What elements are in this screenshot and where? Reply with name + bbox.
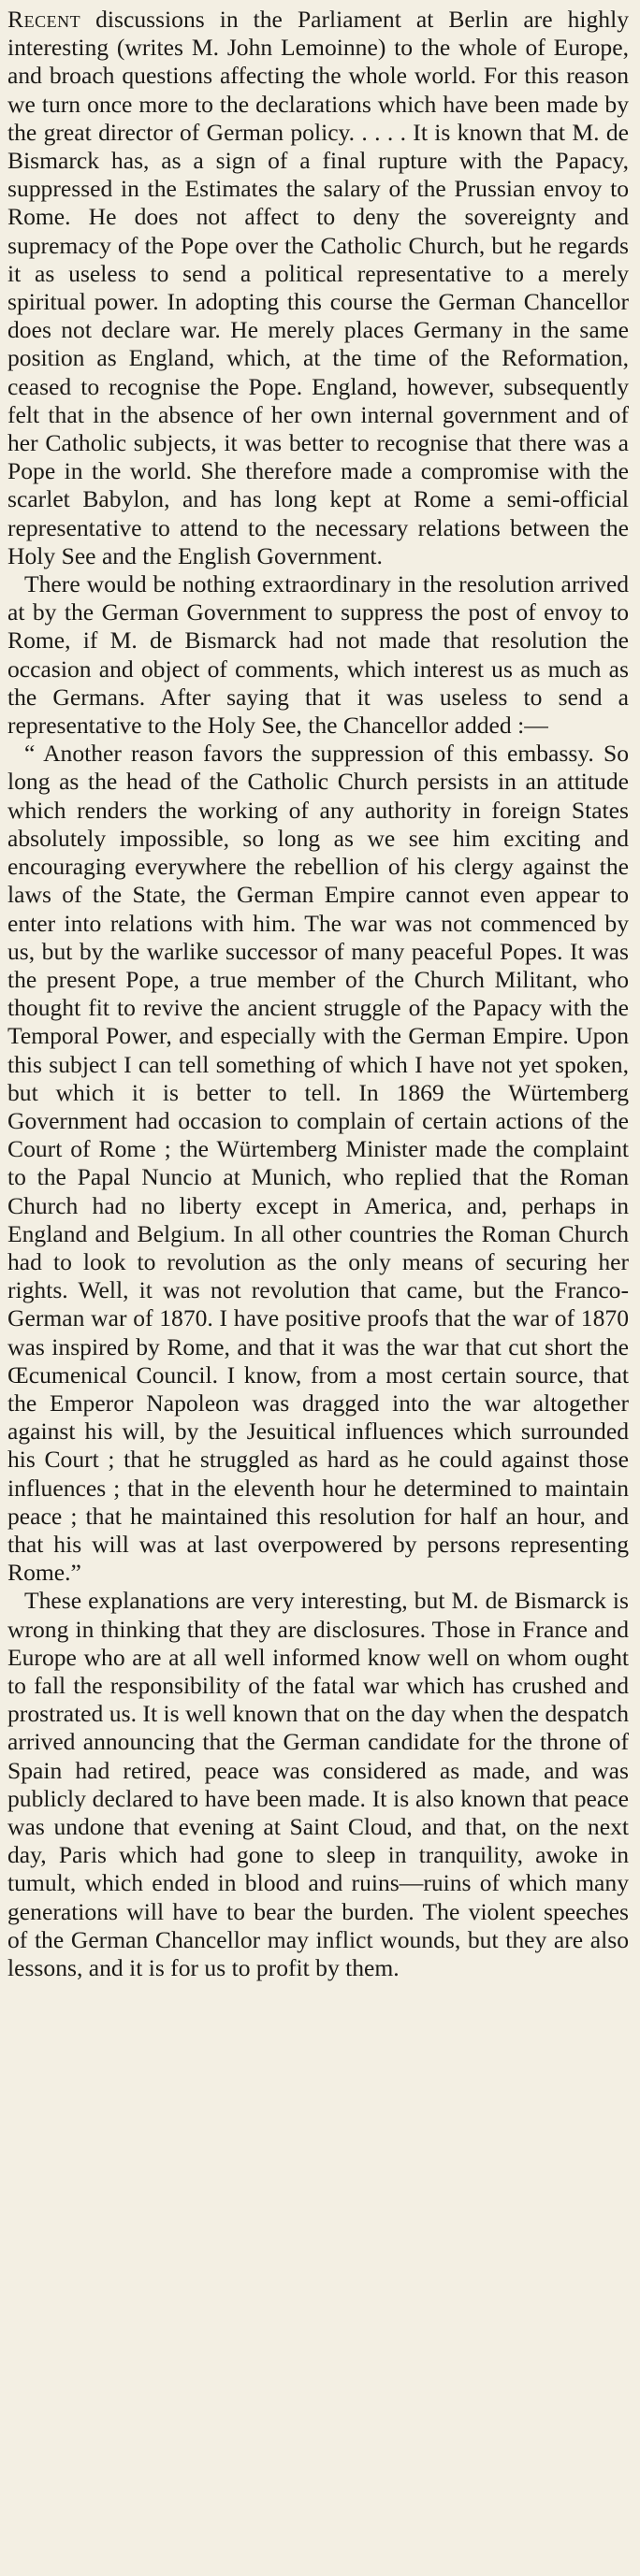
chancellor-quote <box>7 740 629 1587</box>
article-paragraph-3: These explanations are very interesting, but M. de Bismarck is wrong in thinking that they are disclosures. Those in France and Europe who are at all well informed know well on whom ought to fall the responsibility of the fatal war which has crushed and prostrated us. It is well known that on the day when the despatch arrived announcing that the German candidate for the throne of Spain had retired, peace was considered as made, and was publicly declared to have been made. It is also known that peace was undone that evening at Saint Cloud, and that, on the next day, Paris which had gone to sleep in tranquility, awoke in tumult, which ended in blood and ruins—ruins of which many generations will have to bear the burden. The violent speeches of the German Chancellor may inflict wounds, but they are also lessons, and it is for us to profit by them. <box>7 1587 629 1982</box>
lead-word: Recent <box>7 6 81 33</box>
quote-paragraph: “ Another reason favors the suppression of this embassy. So long as the head of the Catholic Church persists in an attitude which renders the working of any authority in foreign States absolutely impossible, so long as we see him exciting and encouraging everywhere the rebellion of his clergy against the laws of the State, the German Empire cannot even appear to enter into relations with him. The war was not commenced by us, but by the warlike successor of many peaceful Popes. It was the present Pope, a true member of the Church Militant, who thought fit to revive the ancient struggle of the Papacy with the Temporal Power, and especially with the German Empire. Upon this subject I can tell something of which I have not yet spoken, but which it is better to tell. In 1869 the Würtemberg Government had occasion to complain of certain actions of the Court of Rome ; the Würtemberg Minister made the complaint to the Papal Nuncio at Munich, who replied that the Roman Church had no liberty except in America, and, perhaps in England and Belgium. In all other countries the Roman Church had to look to revolution as the only means of securing her rights. Well, it was not revolution that came, but the Franco-German war of 1870. I have positive proofs that the war of 1870 was inspired by Rome, and that it was the war that cut short the Œcumenical Council. I know, from a most certain source, that the Emperor Napoleon was dragged into the war altogether against his will, by the Jesuitical influences which surrounded his Court ; that he struggled as hard as he could against those influences ; that in the eleventh hour he determined to maintain peace ; that he maintained this resolution for half an hour, and that his will was at last overpowered by persons representing Rome.” <box>7 740 629 1587</box>
article-paragraph-1 <box>7 6 629 570</box>
article-paragraph-2: There would be nothing extraordinary in the resolution arrived at by the German Government to suppress the post of envoy to Rome, if M. de Bismarck had not made that resolution the occasion and object of comments, which interest us as much as the Germans. After saying that it was useless to send a representative to the Holy See, the Chancellor added :— <box>7 570 629 740</box>
paragraph-1-text: discussions in the Parliament at Berlin are highly interesting (writes M. John Lemoinne) to the whole of Europe, and broach questions affecting the whole world. For this reason we turn once more to the declarations which have been made by the great director of German policy. . . . . It is known that M. de Bismarck has, as a sign of a final rupture with the Papacy, suppressed in the Estimates the salary of the Prussian envoy to Rome. He does not affect to deny the sovereignty and supremacy of the Pope over the Catholic Church, but he regards it as useless to send a political representative to a merely spiritual power. In adopting this course the German Chancellor does not declare war. He merely places Germany in the same position as England, which, at the time of the Reformation, ceased to recognise the Pope. England, however, subsequently felt that in the absence of her own internal government and of her Catholic subjects, it was better to recognise that there was a Pope in the world. She therefore made a compromise with the scarlet Babylon, and has long kept at Rome a semi-official representative to attend to the necessary relations between the Holy See and the English Government. <box>7 6 629 569</box>
article-column <box>7 6 629 1982</box>
